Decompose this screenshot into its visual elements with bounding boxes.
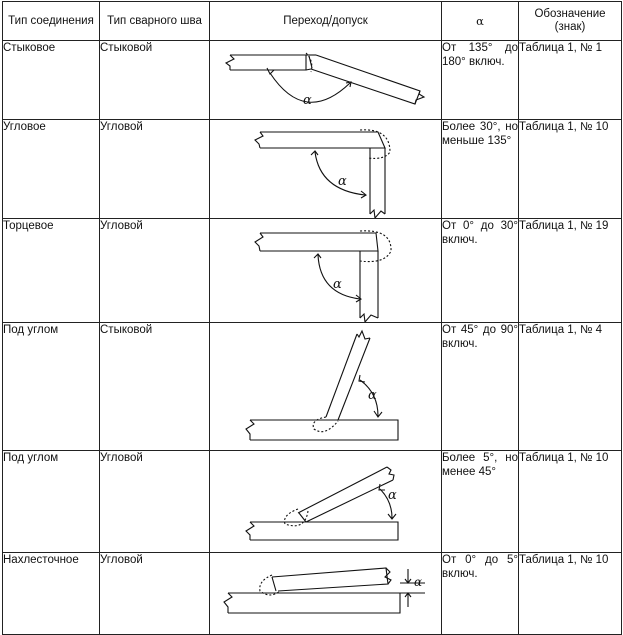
designation-cell: Таблица 1, № 19 (519, 219, 622, 323)
header-alpha: α (442, 2, 519, 41)
designation-cell: Таблица 1, № 10 (519, 120, 622, 219)
designation-cell: Таблица 1, № 4 (519, 323, 622, 451)
table-row (3, 553, 622, 635)
angled-fillet-joint-diagram (210, 451, 442, 552)
header-transition: Переход/допуск (210, 2, 442, 41)
seam-type-cell: Угловой (100, 120, 210, 219)
transition-figure-cell (210, 553, 442, 635)
header-seam-type: Тип сварного шва (100, 2, 210, 41)
alpha-range-cell: От 135° до 180° включ. (442, 41, 519, 120)
table-row (3, 451, 622, 553)
transition-figure-cell (210, 41, 442, 120)
header-joint-type: Тип соединения (3, 2, 100, 41)
table-row (3, 219, 622, 323)
table-row (3, 120, 622, 219)
alpha-range-cell: Более 30°, но меньше 135° (442, 120, 519, 219)
transition-figure-cell (210, 451, 442, 553)
seam-type-cell: Угловой (100, 451, 210, 553)
designation-cell: Таблица 1, № 10 (519, 451, 622, 553)
transition-figure-cell (210, 323, 442, 451)
angle-label: α (333, 277, 342, 292)
angled-butt-joint-diagram (210, 323, 442, 450)
corner-joint-diagram (210, 120, 442, 218)
designation-cell: Таблица 1, № 1 (519, 41, 622, 120)
joint-type-cell: Под углом (3, 323, 100, 451)
seam-type-cell: Стыковой (100, 323, 210, 451)
joint-type-cell: Под углом (3, 451, 100, 553)
angle-label: α (338, 174, 347, 189)
weld-joint-table (2, 1, 622, 635)
edge-joint-diagram (210, 219, 442, 322)
alpha-range-cell: От 0° до 5° включ. (442, 553, 519, 635)
joint-type-cell: Угловое (3, 120, 100, 219)
seam-type-cell: Угловой (100, 553, 210, 635)
butt-joint-diagram (210, 41, 442, 119)
designation-cell: Таблица 1, № 10 (519, 553, 622, 635)
angle-label: α (414, 575, 423, 589)
alpha-range-cell: Более 5°, но менее 45° (442, 451, 519, 553)
table-row (3, 41, 622, 120)
header-row (3, 2, 622, 41)
angle-label: α (368, 388, 377, 403)
seam-type-cell: Угловой (100, 219, 210, 323)
transition-figure-cell (210, 219, 442, 323)
transition-figure-cell (210, 120, 442, 219)
alpha-range-cell: От 45° до 90° включ. (442, 323, 519, 451)
joint-type-cell: Нахлесточное (3, 553, 100, 635)
joint-type-cell: Торцевое (3, 219, 100, 323)
joint-type-cell: Стыковое (3, 41, 100, 120)
table-row (3, 323, 622, 451)
alpha-range-cell: От 0° до 30° включ. (442, 219, 519, 323)
lap-joint-diagram (210, 553, 442, 634)
seam-type-cell: Стыковой (100, 41, 210, 120)
header-designation: Обозначение (знак) (519, 2, 622, 41)
angle-label: α (303, 93, 312, 108)
angle-label: α (388, 488, 397, 503)
